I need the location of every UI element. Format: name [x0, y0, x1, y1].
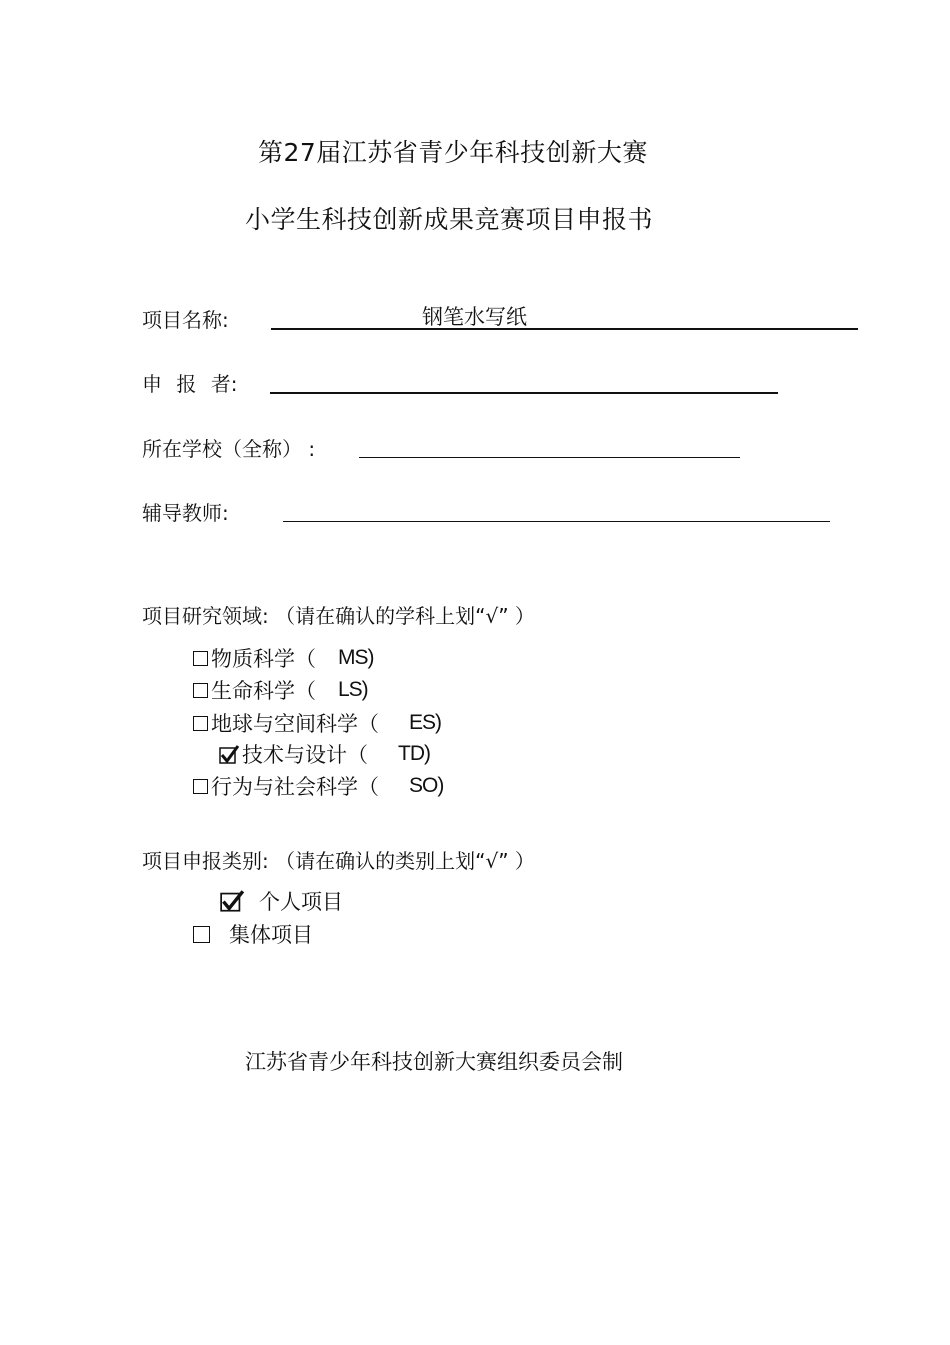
checkbox-empty-icon[interactable]	[193, 683, 208, 698]
page-title: 第27届江苏省青少年科技创新大赛	[258, 138, 648, 167]
checkbox-empty-icon[interactable]	[193, 926, 210, 943]
project-name-label: 项目名称:	[142, 308, 229, 332]
category-option-group[interactable]: 集体项目	[193, 919, 313, 949]
research-field-label: 项目研究领域: （请在确认的学科上划“√” ）	[142, 604, 535, 628]
school-underline	[359, 457, 740, 458]
checkbox-checked-icon[interactable]	[219, 889, 245, 913]
checkbox-empty-icon[interactable]	[193, 651, 208, 666]
checkbox-empty-icon[interactable]	[193, 716, 208, 731]
project-name-underline	[271, 328, 858, 330]
field-option-ms[interactable]: 物质科学（ MS)	[193, 643, 374, 673]
school-label: 所在学校（全称） :	[142, 437, 316, 461]
page-subtitle: 小学生科技创新成果竞赛项目申报书	[245, 205, 654, 234]
advisor-label: 辅导教师:	[142, 501, 229, 525]
field-option-so[interactable]: 行为与社会科学（ SO)	[193, 771, 443, 801]
category-label: 项目申报类别: （请在确认的类别上划“√” ）	[142, 849, 535, 873]
applicant-label: 申 报 者:	[142, 372, 238, 396]
checkbox-empty-icon[interactable]	[193, 779, 208, 794]
checkbox-checked-icon[interactable]	[219, 744, 240, 765]
field-option-ls[interactable]: 生命科学（ LS)	[193, 675, 368, 705]
project-name-value[interactable]: 钢笔水写纸	[422, 305, 527, 329]
advisor-underline	[283, 521, 830, 522]
field-option-es[interactable]: 地球与空间科学（ ES)	[193, 708, 441, 738]
organizer-footer: 江苏省青少年科技创新大赛组织委员会制	[245, 1050, 623, 1074]
category-option-individual[interactable]: 个人项目	[219, 886, 343, 916]
applicant-underline	[270, 392, 778, 394]
field-option-td[interactable]: 技术与设计（ TD)	[219, 739, 430, 769]
